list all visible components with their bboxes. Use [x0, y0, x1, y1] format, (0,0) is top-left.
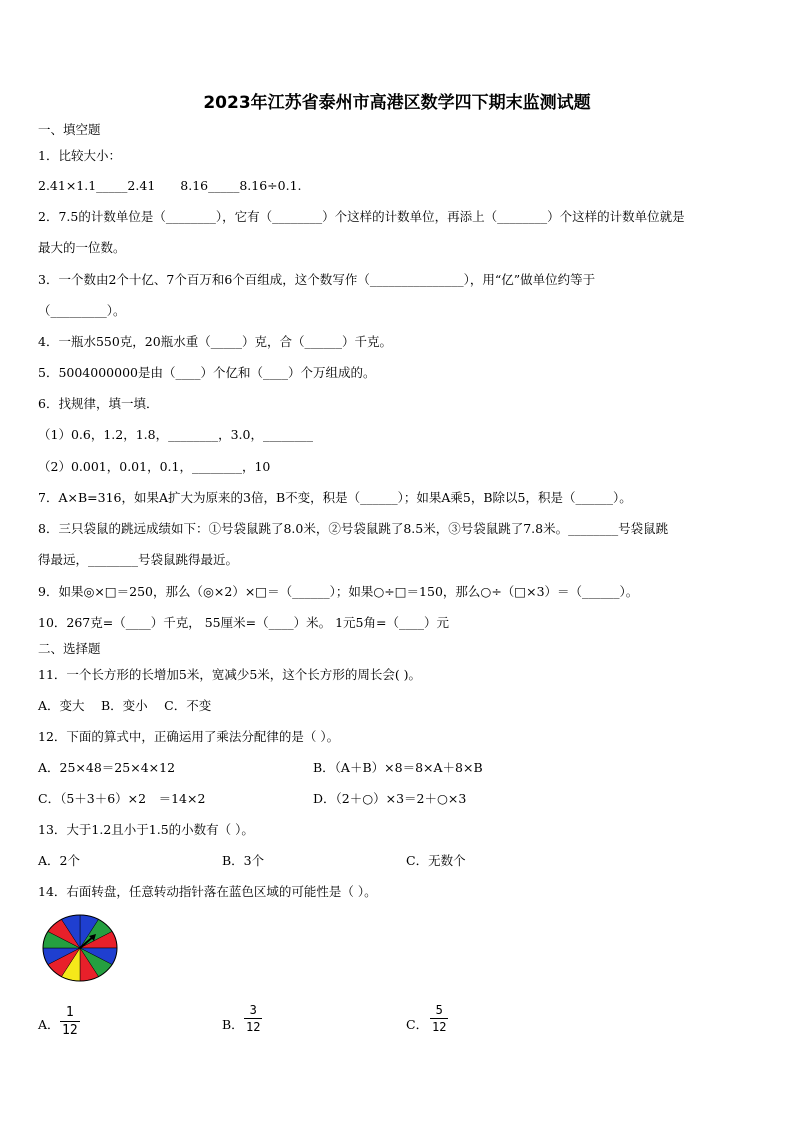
question-6-part1: （1）0.6，1.2，1.8，________，3.0，________	[38, 427, 313, 442]
fraction-bar	[430, 1018, 448, 1019]
question-6-part2: （2）0.001，0.01，0.1，________，10	[38, 459, 271, 474]
section-heading-fill: 一、填空题	[38, 122, 101, 137]
fraction-denominator: 12	[432, 1020, 447, 1034]
question-4: 4．一瓶水550克，20瓶水重（_____）克，合（______）千克。	[38, 334, 392, 349]
question-14-option-a-label: A．	[38, 1017, 60, 1032]
section-heading-choice: 二、选择题	[38, 641, 101, 656]
question-12: 12．下面的算式中，正确运用了乘法分配律的是（ ）。	[38, 729, 340, 744]
question-13-option-b: B．3个	[222, 853, 265, 868]
question-13-option-a: A．2个	[38, 853, 80, 868]
question-13: 13．大于1.2且小于1.5的小数有（ ）。	[38, 822, 254, 837]
question-10: 10．267克=（____）千克， 55厘米=（____）米。 1元5角=（____）元	[38, 615, 449, 630]
question-14: 14．右面转盘，任意转动指针落在蓝色区域的可能性是（ ）。	[38, 884, 377, 899]
question-11-options: A．变大 B．变小 C．不变	[38, 698, 212, 713]
question-7: 7．A×B=316，如果A扩大为原来的3倍，B不变，积是（______）；如果A乘5，B除以5，积是（______）。	[38, 490, 632, 505]
question-12-option-d: D．（2＋○）×3＝2＋○×3	[313, 791, 467, 806]
question-13-option-c: C．无数个	[406, 853, 466, 868]
question-3-line1: 3．一个数由2个十亿、7个百万和6个百组成，这个数写作（_______________），用“亿”做单位约等于	[38, 272, 596, 287]
question-14-option-c-label: C．	[406, 1017, 429, 1032]
fraction-denominator: 12	[62, 1023, 78, 1038]
question-11: 11．一个长方形的长增加5米，宽减少5米，这个长方形的周长会( )。	[38, 667, 422, 682]
question-2-line1: 2．7.5的计数单位是（________），它有（________）个这样的计数单位，再添上（________）个这样的计数单位就是	[38, 209, 685, 224]
fraction-numerator: 5	[435, 1003, 443, 1017]
page-title: 2023年江苏省泰州市高港区数学四下期末监测试题	[203, 93, 591, 113]
fraction-bar	[60, 1021, 80, 1022]
question-12-option-b: B．（A＋B）×8＝8×A＋8×B	[313, 760, 483, 775]
question-14-option-b-label: B．	[222, 1017, 244, 1032]
fraction-numerator: 3	[249, 1003, 257, 1017]
question-14-option-b-fraction	[244, 1003, 262, 1034]
fraction-numerator: 1	[65, 1005, 74, 1020]
question-14-option-a-fraction	[60, 1005, 80, 1038]
question-12-option-c: C．（5＋3＋6）×2 ＝14×2	[38, 791, 206, 806]
question-9: 9．如果◎×□＝250，那么（◎×2）×□＝（______）；如果○÷□＝150，那么○÷（□×3）＝（______）。	[38, 584, 639, 599]
question-12-option-a: A．25×48＝25×4×12	[38, 760, 176, 775]
question-1: 1．比较大小：	[38, 148, 121, 163]
question-2-line2: 最大的一位数。	[38, 240, 126, 255]
spinner-wheel-image	[40, 912, 120, 984]
question-14-option-c-fraction	[430, 1003, 448, 1034]
question-6: 6．找规律，填一填．	[38, 396, 159, 411]
question-1-items: 2.41×1.1_____2.41 8.16_____8.16÷0.1.	[38, 178, 302, 193]
question-3-line2: （_________）。	[38, 303, 126, 318]
question-8-line1: 8．三只袋鼠的跳远成绩如下：①号袋鼠跳了8.0米，②号袋鼠跳了8.5米，③号袋鼠跳了7.8米。________号袋鼠跳	[38, 521, 669, 536]
fraction-bar	[244, 1018, 262, 1019]
question-5: 5．5004000000是由（____）个亿和（____）个万组成的。	[38, 365, 376, 380]
question-8-line2: 得最远，________号袋鼠跳得最近。	[38, 552, 239, 567]
fraction-denominator: 12	[246, 1020, 261, 1034]
